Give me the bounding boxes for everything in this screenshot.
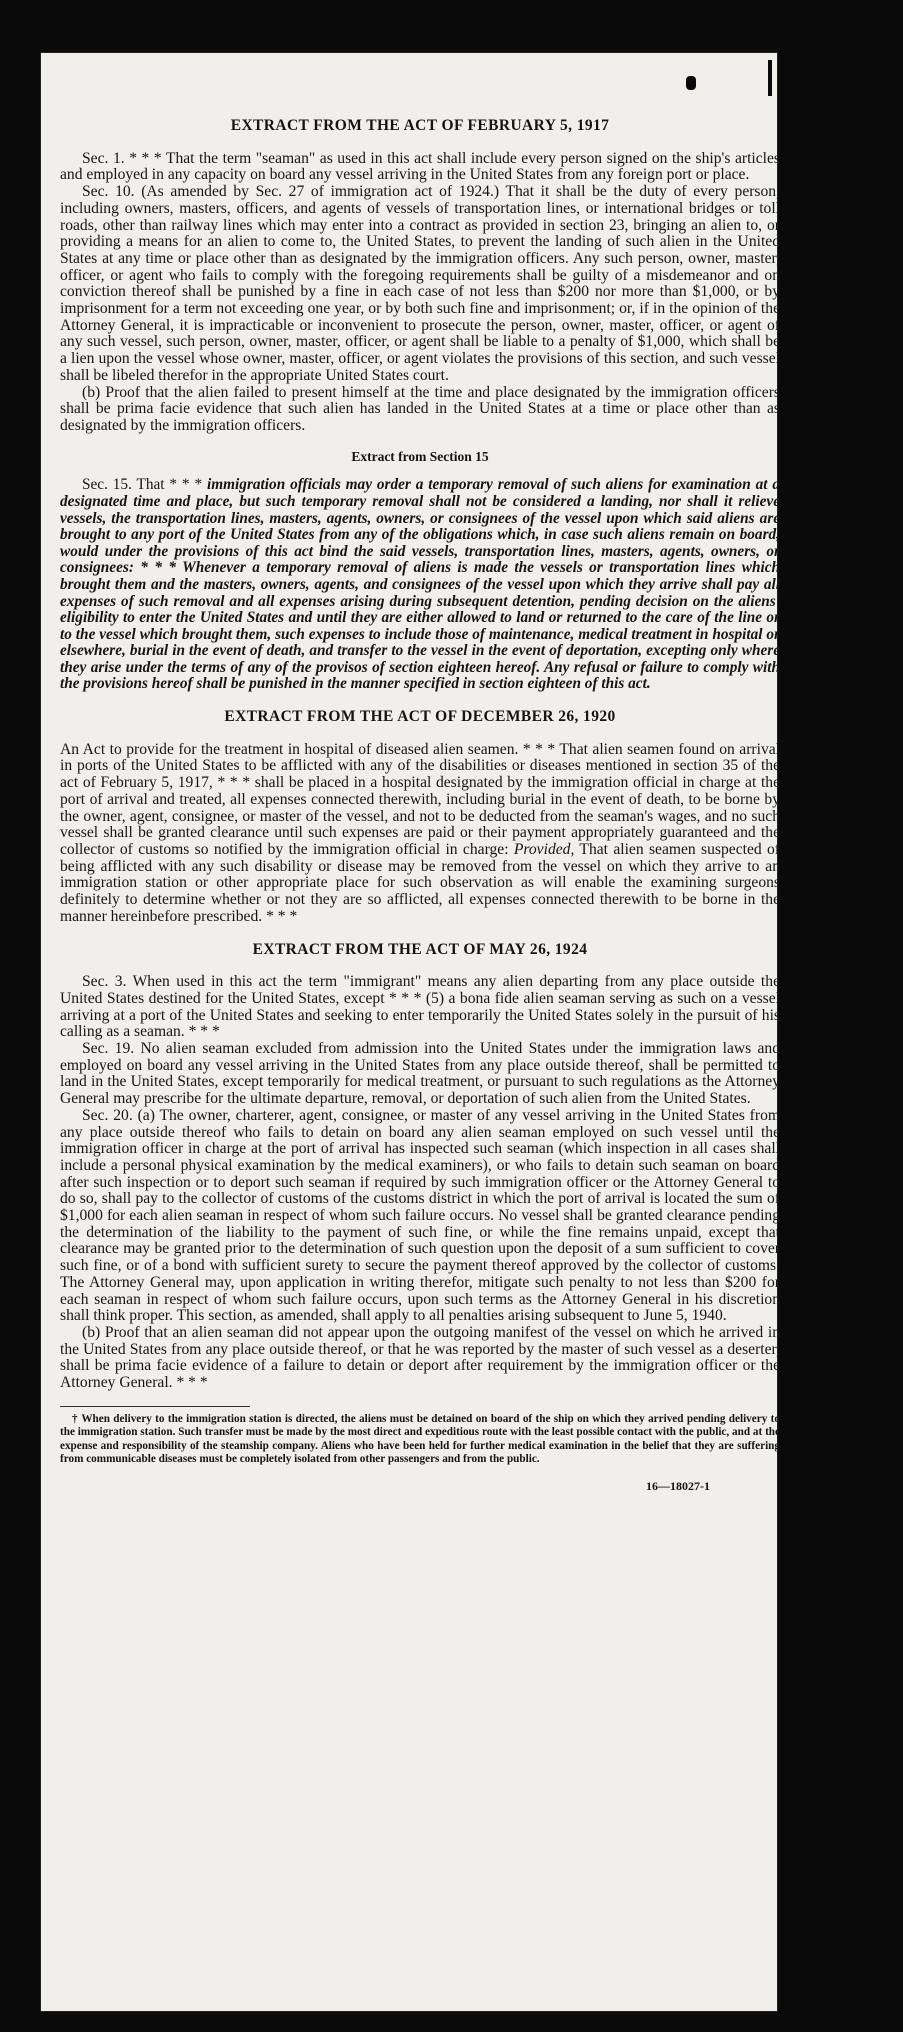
heading-act-1924: EXTRACT FROM THE ACT OF MAY 26, 1924 xyxy=(252,940,588,958)
act-1920-text-a: An Act to provide for the treatment in hospital of diseased alien seamen. * * * That alien seamen found on arrival in ports of the United States to be afflicted with any of the disabilities or diseases mentioned in section 35 of the act of February 5, 1917, * * * shall be placed in a hospital designated by the immigration official in charge at the port of arrival and treated, all expenses connected therewith, including burial in the event of death, to be borne by the owner, agent, consignee, or master of the vessel, and not to be deducted from the seaman's wages, and no such vessel shall be granted clearance until such expenses are paid or their payment appropriately guaranteed and the collector of customs so notified by the immigration official in charge: xyxy=(60,740,780,858)
section-20a-paragraph: Sec. 20. (a) The owner, charterer, agent, consignee, or master of any vessel arriving in the United States from any place outside thereof who fails to detain on board any alien seaman employed on such vessel until the immigration officer in charge at the port of arrival has inspected such seaman (which inspection in all cases shall include a personal physical examination by the medical examiners), or who fails to detain such seaman on board after such inspection or to deport such seaman if required by such immigration officer or the Attorney General to do so, shall pay to the collector of customs of the customs district in which the port of arrival is located the sum of $1,000 for each alien seaman in respect of whom such failure occurs. No vessel shall be granted clearance pending the determination of the liability to the payment of such fine, or while the fine remains unpaid, except that clearance may be granted prior to the determination of such question upon the deposit of a sum sufficient to cover such fine, or of a bond with sufficient surety to secure the payment thereof approved by the collector of customs. The Attorney General may, upon application in writing therefor, mitigate such penalty to not less than $200 for each seaman in respect of whom such failure occurs, upon such terms as the Attorney General in his discretion shall think proper. This section, as amended, shall apply to all penalties arising subsequent to June 5, 1940. xyxy=(60,1106,780,1325)
act-1920-paragraph xyxy=(60,742,780,926)
section-15-italic-text: immigration officials may order a temporary removal of such aliens for examination at a designated time and place, but such temporary removal shall not be considered a landing, nor shall it relieve vessels, the transportation lines, masters, agents, owners, or consignees of the vessel upon which said aliens are brought to any port of the United States from any of the obligations which, in case such aliens remain on board, would under the provisions of this act bind the said vessels, transportation lines, masters, agents, owners, or consignees: * * * Whenever a temporary removal of aliens is made the vessels or transportation lines which brought them and the masters, owners, agents, and consignees of the vessel upon which they arrive shall pay all expenses of such removal and all expenses arising during subsequent detention, pending decision on the aliens' eligibility to enter the United States and until they are either allowed to land or returned to the care of the line or to the vessel which brought them, such expenses to include those of maintenance, medical treatment in hospital or elsewhere, burial in the event of death, and transfer to the vessel in the event of deportation, excepting only where they arise under the terms of any of the provisos of section eighteen hereof. Any refusal or failure to comply with the provisions hereof shall be punished in the manner specified in section eighteen of this act. xyxy=(60,476,780,693)
footnote-divider xyxy=(60,1406,250,1407)
section-10-paragraph: Sec. 10. (As amended by Sec. 27 of immigration act of 1924.) That it shall be the duty of every person, including owners, masters, officers, and agents of vessels of transportation lines, or international bridges or toll roads, other than railway lines which may enter into a contract as provided in section 23, bringing an alien to, or providing a means for an alien to come to, the United States, to prevent the landing of such alien in the United States at any time or place other than as designated by the immigration officers. Any such person, owner, master, officer, or agent who fails to comply with the foregoing requirements shall be guilty of a misdemeanor and on conviction thereof shall be punished by a fine in each case of not less than $200 nor more than $1,000, or by imprisonment for a term not exceeding one year, or by both such fine and imprisonment; or, if in the opinion of the Attorney General, it is impracticable or inconvenient to prosecute the person, owner, master, officer, or agent of any such vessel, such person, owner, master, officer, or agent shall be liable to a penalty of $1,000, which shall be a lien upon the vessel whose owner, master, officer, or agent violates the provisions of this section, and such vessel shall be libeled therefor in the appropriate United States court. xyxy=(60,183,780,384)
scan-specks xyxy=(768,60,772,96)
section-15-paragraph xyxy=(60,477,780,693)
document-body xyxy=(60,118,780,1495)
act-1920-text-b: That alien seamen suspected of being afflicted with any such disability or disease may be removed from the vessel on which they arrive to an immigration station or other appropriate place for such observation as will enable the examining surgeons definitely to determine whether or not they are so afflicted, all expenses connected therewith to be borne in the manner hereinbefore prescribed. * * * xyxy=(60,841,780,925)
section-19-paragraph: Sec. 19. No alien seaman excluded from admission into the United States under the immigration laws and employed on board any vessel arriving in the United States from any place outside thereof, shall be permitted to land in the United States, except temporarily for medical treatment, or pursuant to such regulations as the Attorney General may prescribe for the ultimate departure, removal, or deportation of such alien from the United States. xyxy=(60,1040,780,1108)
footnote: † When delivery to the immigration station is directed, the aliens must be detained on board of the ship on which they arrived pending delivery to the immigration station. Such transfer must be made by the most direct and expeditious route with the least possible contact with the public, and at the expense and responsibility of the steamship company. Aliens who have been held for further medical examination in the belief that they are suffering from communicable diseases must be completely isolated from other passengers and from the public. xyxy=(60,1412,780,1466)
act-1920-proviso: Provided, xyxy=(513,841,575,858)
section-1-paragraph: Sec. 1. * * * That the term "seaman" as used in this act shall include every person signed on the ship's articles and employed in any capacity on board any vessel arriving in the United States from any foreign port or place. xyxy=(60,149,780,184)
section-20b-paragraph: (b) Proof that an alien seaman did not appear upon the outgoing manifest of the vessel on which he arrived in the United States from any place outside thereof, or that he was reported by the master of such vessel as a deserter, shall be prima facie evidence of a failure to detain or deport after requirement by the immigration officer or the Attorney General. * * * xyxy=(60,1323,780,1392)
section-15-lead: Sec. 15. That * * * xyxy=(82,476,203,494)
scan-specks xyxy=(686,76,696,90)
heading-section-15: Extract from Section 15 xyxy=(351,448,489,464)
heading-act-1917: EXTRACT FROM THE ACT OF FEBRUARY 5, 1917 xyxy=(230,117,610,134)
form-number: 16—18027-1 xyxy=(646,1479,710,1494)
heading-act-1920: EXTRACT FROM THE ACT OF DECEMBER 26, 1920 xyxy=(224,708,616,726)
section-10b-paragraph: (b) Proof that the alien failed to present himself at the time and place designated by the immigration officers shall be prima facie evidence that such alien has landed in the United States at a time or place other than as designated by the immigration officers. xyxy=(60,383,780,434)
section-3-paragraph: Sec. 3. When used in this act the term "immigrant" means any alien departing from any place outside the United States destined for the United States, except * * * (5) a bona fide alien seaman serving as such on a vessel arriving at a port of the United States and seeking to enter temporarily the United States solely in the pursuit of his calling as a seaman. * * * xyxy=(60,973,780,1041)
